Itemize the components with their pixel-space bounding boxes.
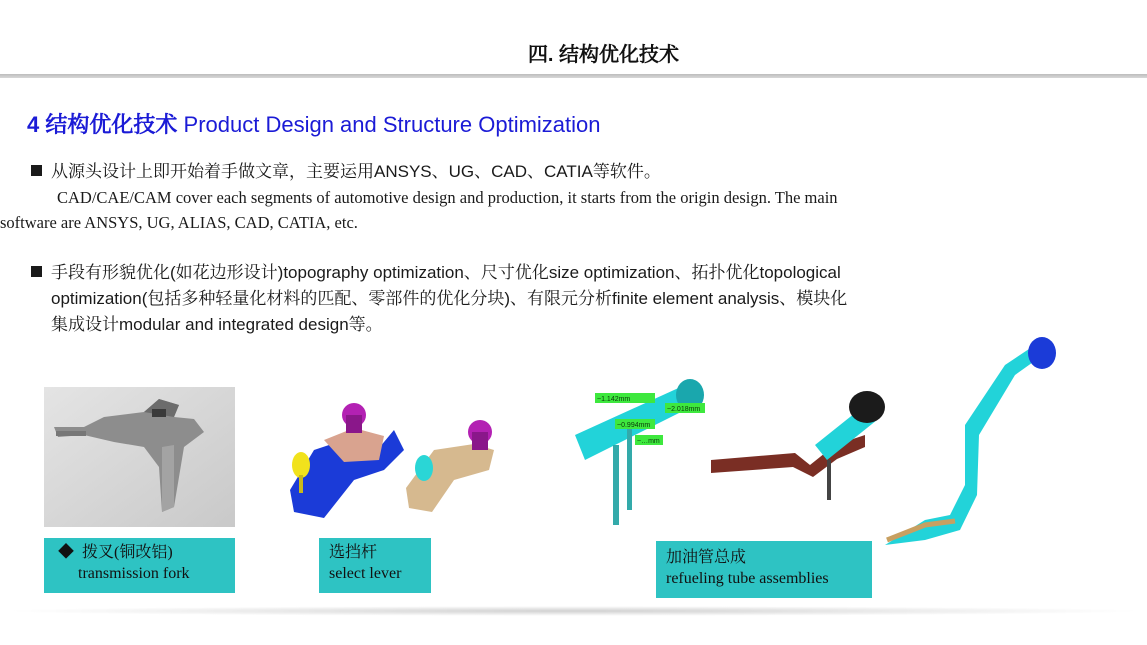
bullet-software [0,159,1091,235]
slide-header [0,0,1147,74]
measurement-label: ~…mm [637,438,660,445]
header-divider [0,74,1147,78]
refueling-tube-render [565,335,1085,545]
caption-lever-en: select lever [329,565,402,582]
square-bullet-icon [31,266,42,277]
caption-tube-cn: 加油管总成 [666,549,747,566]
caption-refueling-tube [656,541,872,598]
caption-fork-cn: 拨叉(铜改铝) [82,544,173,561]
measurement-label: ~0.994mm [617,422,651,429]
caption-select-lever [319,538,431,593]
bullet-software-en-1: CAD/CAE/CAM cover each segments of automotive design and production, it starts from the origin design. The main [57,188,838,207]
bullet-software-en-2: software are ANSYS, UG, ALIAS, CAD, CATIA, etc. [0,213,358,232]
bullet-software-cn: 从源头设计上即开始着手做文章，主要运用ANSYS、UG、CAD、CATIA等软件。 [51,162,661,181]
section-title-en: Product Design and Structure Optimization [183,112,601,137]
diamond-bullet-icon: ◆ [58,544,75,561]
slide-title: 四. 结构优化技术 [527,44,680,66]
measurement-label: ~2.018mm [667,406,701,413]
caption-lever-cn: 选挡杆 [329,544,378,561]
section-title-cn: 结构优化技术 [45,112,178,137]
section-number: 4 [27,112,40,137]
section-heading [27,108,601,139]
caption-transmission-fork [44,538,235,593]
bullet-methods [31,260,1081,338]
footer-divider [0,606,1147,616]
bullet-methods-line-1: 手段有形貌优化(如花边形设计)topography optimization、尺寸优化size optimization、拓扑优化topological [51,263,841,282]
caption-tube-en: refueling tube assemblies [666,570,829,587]
measurement-label: ~1.142mm [597,396,631,403]
bullet-methods-line-2: optimization(包括多种轻量化材料的匹配、零部件的优化分块)、有限元分析finite element analysis、模块化 [51,289,848,308]
bullet-methods-line-3: 集成设计modular and integrated design等。 [51,315,383,334]
select-lever-render [284,400,520,525]
caption-fork-en: transmission fork [78,565,190,582]
square-bullet-icon [31,165,42,176]
transmission-fork-photo [44,387,235,527]
